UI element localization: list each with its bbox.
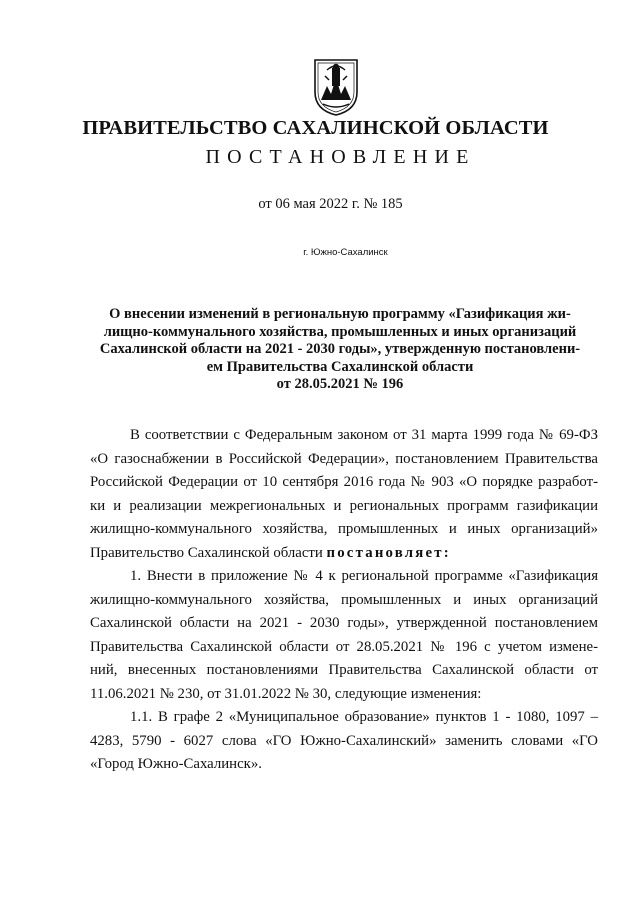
body-line: «Город Южно-Сахалинск».: [90, 756, 262, 772]
title-line: О внесении изменений в региональную программу «Газификация жи-: [109, 306, 571, 322]
coat-of-arms-emblem: [313, 58, 359, 116]
body-line: Сахалинской области на 2021 - 2030 годы», утвержденной постановлением: [90, 615, 598, 631]
title-line: ем Правительства Сахалинской области: [206, 358, 474, 375]
body-line: ний, внесенных постановлениями Правительства Сахалинской области от: [90, 662, 598, 678]
body-line: Российской Федерации от 10 сентября 2016 года № 903 «О порядке разработ-: [90, 474, 598, 490]
body-line: 1.1. В графе 2 «Муниципальное образование» пунктов 1 - 1080, 1097 –: [130, 709, 598, 725]
document-title: [90, 306, 590, 394]
body-line: [90, 542, 598, 566]
title-line: от 28.05.2021 № 196: [276, 376, 404, 392]
resolves-keyword: постановляет:: [326, 544, 451, 561]
body-line: В соответствии с Федеральным законом от 31 марта 1999 года № 69-ФЗ: [130, 427, 598, 443]
government-name-heading: ПРАВИТЕЛЬСТВО САХАЛИНСКОЙ ОБЛАСТИ: [82, 117, 549, 139]
title-line: лищно-коммунального хозяйства, промышленных и иных организаций: [103, 323, 577, 340]
body-line: «О газоснабжении в Российской Федерации», постановлением Правительства: [90, 450, 598, 467]
document-type-heading: ПОСТАНОВЛЕНИЕ: [205, 146, 476, 168]
body-line: жилищно-коммунального хозяйства, промышленных и иных организаций»: [90, 521, 598, 537]
document-date-number: от 06 мая 2022 г. № 185: [258, 196, 403, 212]
body-line: Правительства Сахалинской области от 28.05.2021 № 196 с учетом измене-: [90, 638, 598, 655]
body-line: 11.06.2021 № 230, от 31.01.2022 № 30, следующие изменения:: [90, 685, 482, 702]
body-line: жилищно-коммунального хозяйства, промышленных и иных организаций: [90, 591, 598, 608]
body-line: 4283, 5790 - 6027 слова «ГО Южно-Сахалинский» заменить словами «ГО: [90, 732, 598, 749]
body-line: 1. Внести в приложение № 4 к региональной программе «Газификация: [130, 568, 598, 584]
document-city: г. Южно-Сахалинск: [303, 247, 388, 258]
body-line-text: Правительство Сахалинской области: [90, 544, 327, 561]
document-body: [90, 424, 598, 777]
body-line: ки и реализации межрегиональных и региональных программ газификации: [90, 497, 598, 514]
title-line: Сахалинской области на 2021 - 2030 годы», утвержденную постановлени-: [99, 341, 581, 357]
